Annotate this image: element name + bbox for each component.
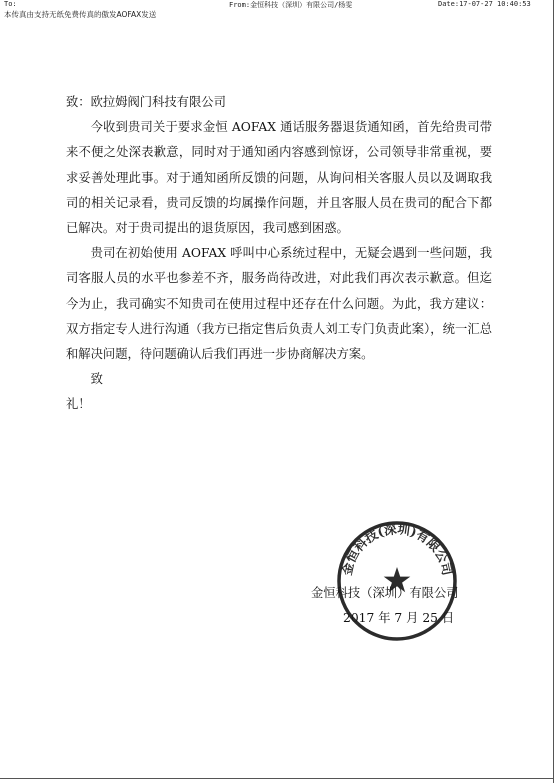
signature-company: 金恒科技（深圳）有限公司 (311, 586, 459, 600)
signature-date: 2017 年 7 月 25 日 (343, 611, 455, 625)
fax-to-field: To: (4, 0, 17, 8)
letter-body (66, 90, 492, 418)
seal-text: 金恒科技(深圳)有限公司 (338, 521, 456, 577)
letter-paragraph-2: 贵司在初始使用 AOFAX 呼叫中心系统过程中，无疑会遇到一些问题，我司客服人员的水平也参差不齐，服务尚待改进，对此我们再次表示歉意。但迄今为止，我司确实不知贵司在使用过程中还存在什么问题。为此，我方建议：双方指定专人进行沟通（我方已指定售后负责人刘工专门负责此案），统一汇总和解决问题，待问题确认后我们再进一步协商解决方案。 (66, 246, 492, 362)
fax-from-field: From:金恒科技（深圳）有限公司/杨雯 (229, 1, 353, 9)
page-border-bottom (0, 778, 554, 779)
letter-salutation: 致：欧拉姆阀门科技有限公司 (66, 95, 226, 109)
letter-paragraph-1: 今收到贵司关于要求金恒 AOFAX 通话服务器退货通知函，首先给贵司带来不便之处深表歉意，同时对于通知函内容感到惊讶，公司领导非常重视，要求妥善处理此事。对于通知函所反馈的问题，从询问相关客服人员以及调取我司的相关记录看，贵司反馈的均属操作问题，并且客服人员在贵司的配合下都已解决。对于贵司提出的退货原因，我司感到困惑。 (66, 120, 492, 236)
fax-date-field: Date:17-07-27 10:40:53 (438, 0, 531, 8)
page-border-right (553, 0, 554, 783)
company-seal (335, 519, 459, 643)
seal-star (384, 567, 411, 592)
letter-closing-2: 礼！ (66, 397, 91, 412)
fax-service-notice: 本传真由支持无纸免费传真的傲发AOFAX发送 (4, 10, 157, 19)
letter-closing-1: 致 (90, 372, 103, 387)
